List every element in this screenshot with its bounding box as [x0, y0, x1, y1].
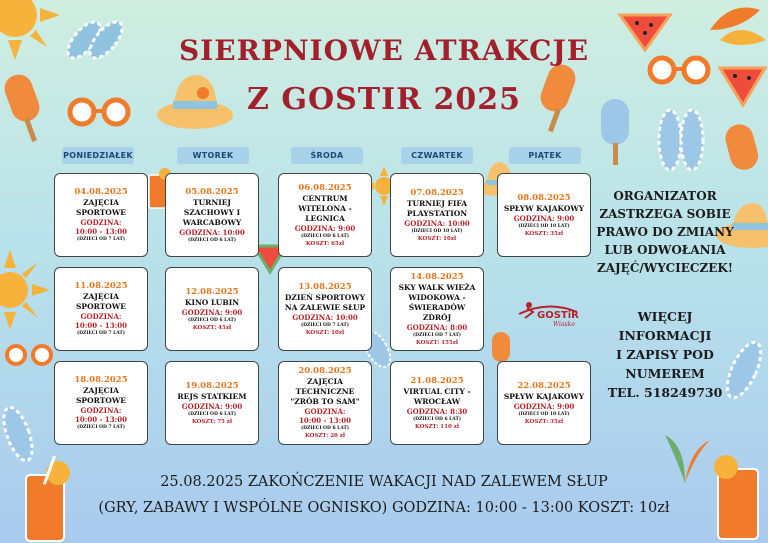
event-time: GODZINA: 10:00 [292, 312, 358, 322]
event-age: (DZIECI OD 10 LAT) [411, 228, 463, 234]
event-age: (DZIECI OD 6 LAT) [300, 426, 350, 431]
event-time-label: GODZINA: [80, 218, 122, 227]
event-time: 10:00 - 13:00 [75, 415, 127, 424]
event-date: 21.08.2025 [410, 375, 464, 386]
ice-cream-icon [718, 120, 768, 190]
event-date: 11.08.2025 [74, 281, 128, 291]
info-note-line: INFORMACJI [618, 328, 712, 343]
event-age: (DZIECI OD 6 LAT) [300, 233, 350, 239]
event-date: 20.08.2025 [298, 366, 352, 376]
logo-subtext: Wiasko [553, 321, 575, 328]
event-card [390, 361, 484, 445]
cocktail-icon [712, 445, 768, 543]
event-card [278, 173, 372, 257]
event-name: DZIEŃ SPORTOWY NA ZALEWIE SŁUP [284, 292, 366, 312]
event-name: ZAJĘCIA SPORTOWE [76, 198, 126, 217]
organizer-note-line: ORGANIZATOR [613, 189, 717, 203]
event-date: 12.08.2025 [185, 286, 239, 297]
event-time: GODZINA: 8:30 [406, 406, 468, 416]
event-card [390, 173, 484, 257]
event-time: 10:00 - 13:00 [75, 321, 127, 330]
event-age: (DZIECI OD 6 LAT) [412, 416, 462, 422]
day-header-friday: PIĄTEK [509, 147, 581, 164]
day-header-thursday: CZWARTEK [401, 147, 473, 164]
event-time-label: GODZINA: [80, 406, 122, 415]
event-age: (DZIECI OD 7 LAT) [76, 331, 126, 336]
event-cost: KOSZT: 10zł [417, 235, 457, 242]
event-date: 08.08.2025 [517, 192, 571, 203]
info-note-line: WIĘCEJ [637, 309, 693, 324]
event-time: GODZINA: 9:00 [294, 223, 356, 233]
event-age: (DZIECI OD 7 LAT) [300, 322, 350, 328]
event-time-label: GODZINA: [304, 407, 346, 416]
event-name: REJS STATKIEM [177, 391, 247, 401]
event-date: 06.08.2025 [298, 182, 352, 193]
event-date: 04.08.2025 [74, 187, 128, 197]
poster-subtitle: Z GOSTIR 2025 [247, 82, 521, 117]
event-cost: KOSZT: 35zł [524, 230, 564, 237]
event-name: ZAJĘCIA TECHNICZNE "ZRÓB TO SAM" [290, 377, 360, 406]
poster-title: SIERPNIOWE ATRAKCJE [178, 34, 590, 67]
event-card [165, 361, 259, 445]
organizer-note [590, 187, 740, 277]
event-cost: KOSZT: 20 zł [304, 433, 346, 439]
event-date: 18.08.2025 [74, 375, 128, 385]
event-name: SKY WALK WIEŻA WIDOKOWA - ŚWIERADÓW ZDRÓJ [398, 282, 476, 322]
cocktail-icon [18, 455, 73, 543]
footer-line-1: 25.08.2025 ZAKOŃCZENIE WAKACJI NAD ZALEWEM SŁUP [160, 474, 608, 490]
event-time: GODZINA: 8:00 [406, 322, 468, 332]
event-name: KINO LUBIN [184, 297, 240, 307]
event-time: GODZINA: 9:00 [513, 213, 575, 223]
day-header-monday: PONIEDZIAŁEK [62, 147, 134, 164]
event-card [278, 267, 372, 351]
event-age: (DZIECI OD 6 LAT) [187, 237, 237, 243]
event-card [497, 361, 591, 445]
event-time-label: GODZINA: [80, 312, 122, 321]
gostir-logo [515, 296, 581, 328]
event-age: (DZIECI OD 10 LAT) [518, 223, 570, 229]
event-time: GODZINA: 10:00 [404, 218, 470, 228]
event-date: 22.08.2025 [517, 380, 571, 391]
event-age: (DZIECI OD 10 LAT) [518, 411, 570, 417]
event-card [54, 173, 148, 257]
event-age: (DZIECI OD 7 LAT) [76, 237, 126, 242]
logo-text: GOSTiR [537, 310, 579, 321]
event-name: CENTRUM WITELONA - LEGNICA [298, 193, 352, 223]
event-card [165, 267, 259, 351]
event-card [497, 173, 591, 257]
event-age: (DZIECI OD 7 LAT) [412, 332, 462, 338]
event-date: 07.08.2025 [410, 187, 464, 198]
event-age: (DZIECI OD 6 LAT) [187, 411, 237, 417]
event-date: 05.08.2025 [185, 186, 239, 197]
event-card [54, 361, 148, 445]
organizer-note-line: ZASTRZEGA SOBIE [599, 207, 731, 221]
event-name: ZAJĘCIA SPORTOWE [76, 386, 126, 405]
event-cost: KOSZT: 65zł [305, 240, 345, 247]
event-age: (DZIECI OD 7 LAT) [76, 425, 126, 430]
event-name: SPŁYW KAJAKOWY [503, 391, 585, 401]
event-name: TURNIEJ SZACHOWY I WARCABOWY [182, 197, 242, 227]
event-time: 10:00 - 13:00 [75, 227, 127, 236]
event-card [165, 173, 259, 257]
event-time: 10:00 - 13:00 [299, 416, 351, 425]
event-name: TURNIEJ FIFA PLAYSTATION [406, 198, 468, 218]
event-age: (DZIECI OD 6 LAT) [187, 317, 237, 323]
event-cost: KOSZT: 45zł [192, 324, 232, 331]
event-cost: KOSZT: 10zł [305, 329, 345, 336]
event-time: GODZINA: 10:00 [179, 227, 245, 237]
event-cost: KOSZT: 35zł [524, 418, 564, 425]
phone-number: TEL. 518249730 [607, 385, 723, 400]
event-name: SPŁYW KAJAKOWY [503, 203, 585, 213]
organizer-note-line: ZAJĘĆ/WYCIECZEK! [596, 261, 734, 275]
event-cost: KOSZT: 155zł [416, 339, 458, 346]
organizer-note-line: PRAWO DO ZMIANY [596, 225, 734, 239]
event-card [390, 267, 484, 351]
sun-icon [0, 250, 50, 330]
event-date: 14.08.2025 [410, 271, 464, 282]
info-note-line: I ZAPISY POD [616, 347, 714, 362]
sunglasses-icon [0, 340, 60, 370]
event-card [278, 361, 372, 445]
event-date: 19.08.2025 [185, 380, 239, 391]
day-header-wednesday: ŚRODA [291, 147, 363, 164]
info-note [590, 307, 740, 402]
organizer-note-line: LUB ODWOŁANIA [604, 243, 726, 257]
event-cost: KOSZT: 110 zł [415, 423, 459, 430]
event-time: GODZINA: 9:00 [513, 401, 575, 411]
info-note-line: NUMEREM [625, 366, 705, 381]
event-time: GODZINA: 9:00 [181, 307, 243, 317]
event-cost: KOSZT: 75 zł [191, 418, 233, 425]
footer-line-2: (GRY, ZABAWY I WSPÓLNE OGNISKO) GODZINA: 10:00 - 13:00 KOSZT: 10zł [98, 500, 670, 516]
event-card [54, 267, 148, 351]
event-name: ZAJĘCIA SPORTOWE [76, 292, 126, 311]
day-header-tuesday: WTOREK [177, 147, 249, 164]
event-time: GODZINA: 9:00 [181, 401, 243, 411]
event-name: VIRTUAL CITY - WROCŁAW [403, 386, 471, 406]
event-date: 13.08.2025 [298, 281, 352, 292]
